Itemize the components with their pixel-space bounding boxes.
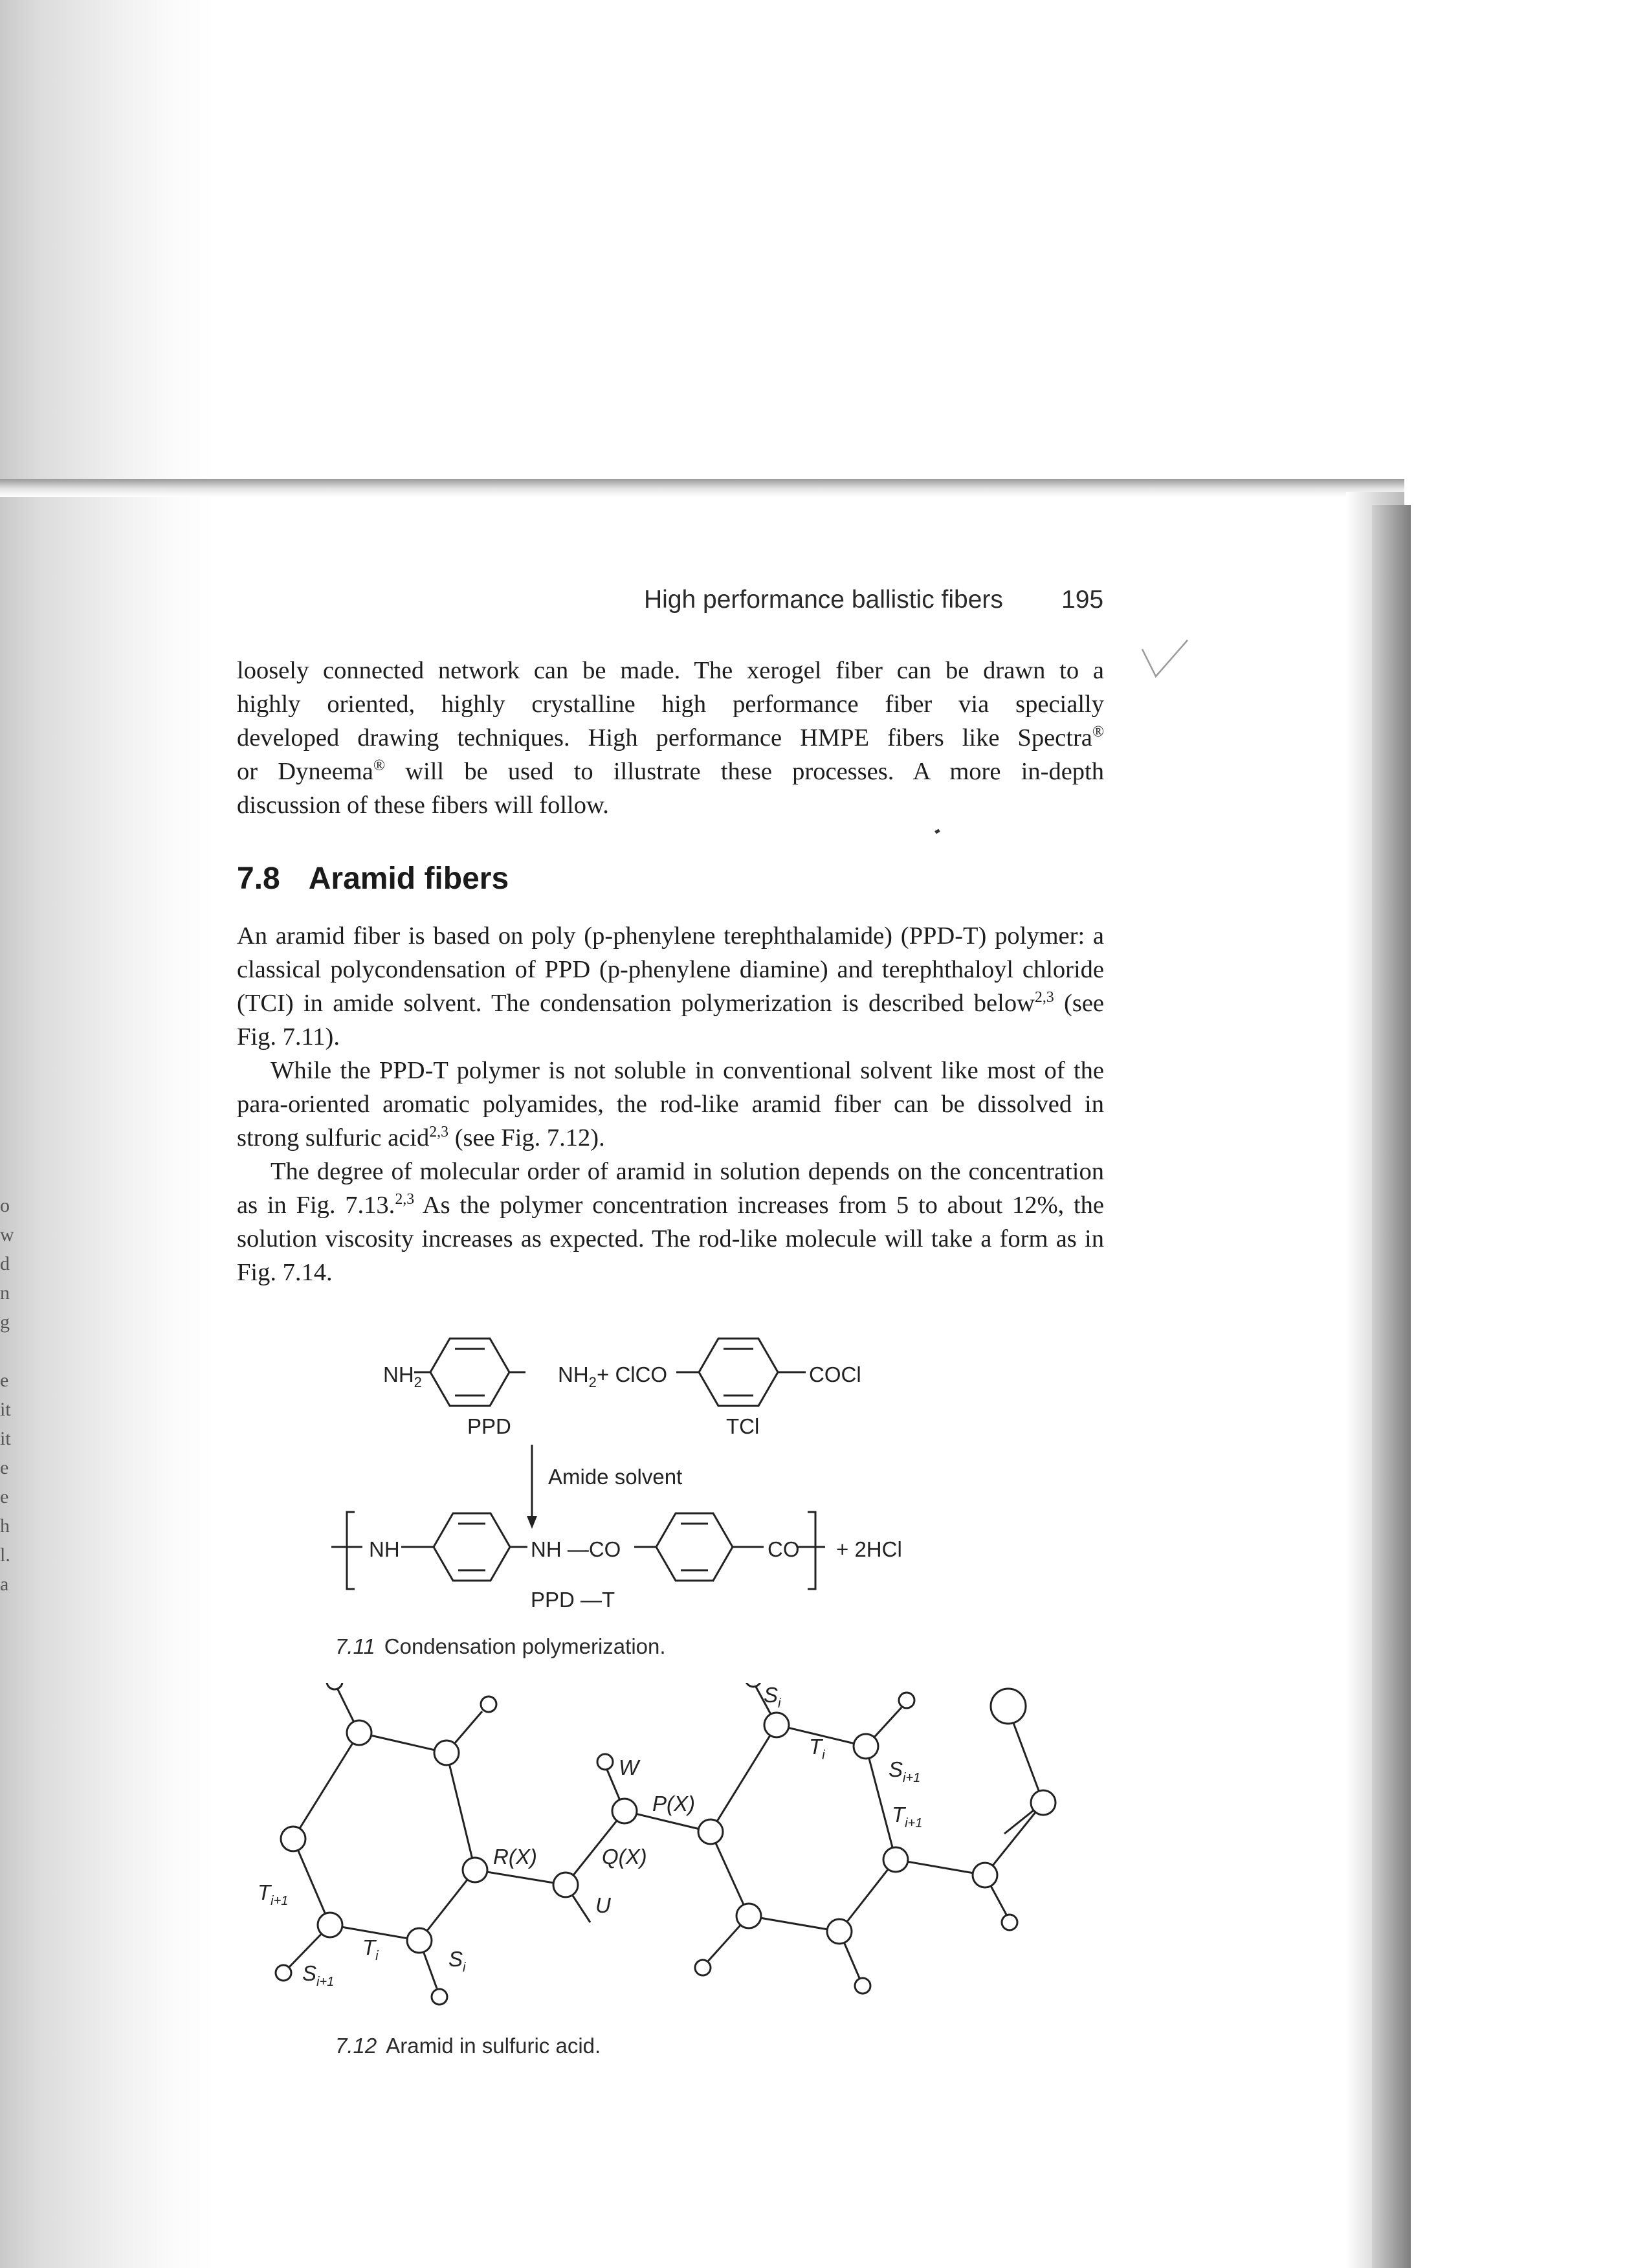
label-qx: Q(X) [602,1845,647,1869]
text-line-content: highly oriented, highly crystalline high performance fiber via specially [237,691,1104,718]
amide-solvent-label: Amide solvent [548,1465,683,1489]
edge-letter: w [0,1224,14,1245]
text-line-content: developed drawing techniques. High performance HMPE fibers like Spectra [237,724,1092,751]
section-number: 7.8 [237,862,280,896]
co-right-label: CO [768,1537,800,1561]
atom-node [883,1847,908,1872]
label-si1-right: $S_{i+1}$ [889,1757,921,1785]
reaction-arrow-head [527,1516,537,1529]
reference-superscript: 2,3 [1034,989,1054,1006]
edge-letter: e [0,1486,9,1507]
running-head-title: High performance ballistic fibers [644,586,1003,614]
figure-number: 7.12 [335,2034,377,2058]
atom-node [276,1965,291,1981]
edge-letter: o [0,1195,10,1216]
registered-mark: ® [373,757,385,775]
label-rx: R(X) [493,1845,537,1869]
atom-node [695,1960,711,1975]
atom-node [327,1683,342,1689]
atom-node [463,1858,487,1882]
ppdt-label: PPD —T [531,1588,615,1612]
atom-node [854,1734,878,1759]
atom-node [1002,1915,1017,1930]
atom-node [553,1873,578,1897]
figure-caption-text: Condensation polymerization. [384,1634,666,1658]
figure-number: 7.11 [335,1634,375,1658]
atom-node [434,1740,459,1765]
text-line-content: loosely connected network can be made. The xerogel fiber can be drawn to a [237,657,1104,684]
atom-node [698,1819,723,1844]
nh2-left-label: $NH_2$ [383,1362,422,1390]
paragraph-text: The degree of molecular order of aramid in solution depends on the concentration as in Fig. 7.13. [237,1158,1104,1219]
atom-node [899,1693,914,1708]
label-u: U [595,1893,611,1917]
label-si1-bottom: $S_{i+1}$ [302,1961,335,1989]
atom-node [973,1863,997,1887]
nh-left-label: NH [369,1537,400,1561]
edge-letter: it [0,1399,11,1420]
label-w: W [619,1755,639,1779]
plus-2hcl-label: + 2HCl [836,1537,902,1561]
figure-7-12-caption [335,2034,601,2058]
text-line-content: discussion of these fibers will follow. [237,792,609,819]
paragraph-text: (see Fig. 7.11). [237,990,1105,1051]
label-si-bottom: $S_i$ [448,1947,466,1975]
label-si-top: $S_i$ [764,1683,781,1711]
edge-letter: g [0,1311,10,1333]
reference-superscript: 2,3 [395,1191,415,1208]
text-line-content: or Dyneema [237,758,373,785]
atom-node [481,1696,496,1712]
ppd-label: PPD [467,1414,511,1438]
large-atom-node [991,1689,1026,1724]
label-px: P(X) [652,1792,695,1816]
figure-7-12-molecular-diagram [0,1683,1636,2084]
label-ti-bottom: $T_i$ [362,1935,379,1963]
reference-superscript: 2,3 [429,1124,449,1141]
atom-node [746,1683,761,1687]
atom-node [855,1978,870,1994]
edge-letter: n [0,1282,10,1304]
paragraph-text: As the polymer concentration increases from 5 to about 12%, the solution viscosity increases as expected. The rod-like molecule will take a form as in Fig. 7.14. [237,1192,1104,1286]
page-number: 195 [1061,586,1104,614]
paragraph-text: (see Fig. 7.12). [448,1124,605,1151]
atom-node [318,1913,342,1937]
atom-node [1031,1790,1056,1815]
edge-letter: e [0,1370,9,1391]
atom-node [407,1928,432,1953]
figure-caption-text: Aramid in sulfuric acid. [386,2034,601,2058]
edge-letter: l. [0,1544,10,1566]
atom-node [827,1919,852,1944]
edge-letter: d [0,1253,10,1274]
tcl-label: TCl [726,1414,760,1438]
atom-node [281,1827,305,1851]
paragraph-text: While the PPD-T polymer is not soluble in conventional solvent like most of the para-oriented aromatic polyamides, the rod-like aramid fiber can be dissolved in strong sulfuric acid [237,1057,1104,1151]
label-ti1-right: $T_{i+1}$ [892,1803,923,1830]
edge-letter: h [0,1515,10,1537]
section-title: Aramid fibers [308,862,509,896]
atom-node [597,1754,613,1770]
label-ti1-left: $T_{i+1}$ [258,1880,289,1908]
edge-letter: it [0,1428,11,1449]
label-ti-top: $T_i$ [809,1735,825,1762]
atom-node [764,1713,789,1737]
plus-clco-label: + ClCO [597,1362,668,1386]
paragraph-text: An aramid fiber is based on poly (p-phenylene terephthalamide) (PPD-T) polymer: a classical polycondensation of PPD (p-phenylene diamine) and terephthaloyl chloride (TCI) in amide solvent. The condensation polymerization is described below [237,922,1104,1017]
nh-co-label: NH —CO [531,1537,621,1561]
atom-node [736,1904,761,1928]
edge-letter: e [0,1457,9,1478]
edge-letter: a [0,1573,9,1595]
atom-node [347,1720,371,1745]
registered-mark: ® [1092,724,1104,741]
atom-node [612,1799,637,1823]
text-line-content: will be used to illustrate these processes. A more in-depth [384,758,1104,785]
figure-7-11-caption [335,1634,666,1659]
nh2-mid-label: $NH_2$ [558,1362,597,1390]
atom-node [432,1989,447,2005]
cocl-label: COCl [809,1362,861,1386]
